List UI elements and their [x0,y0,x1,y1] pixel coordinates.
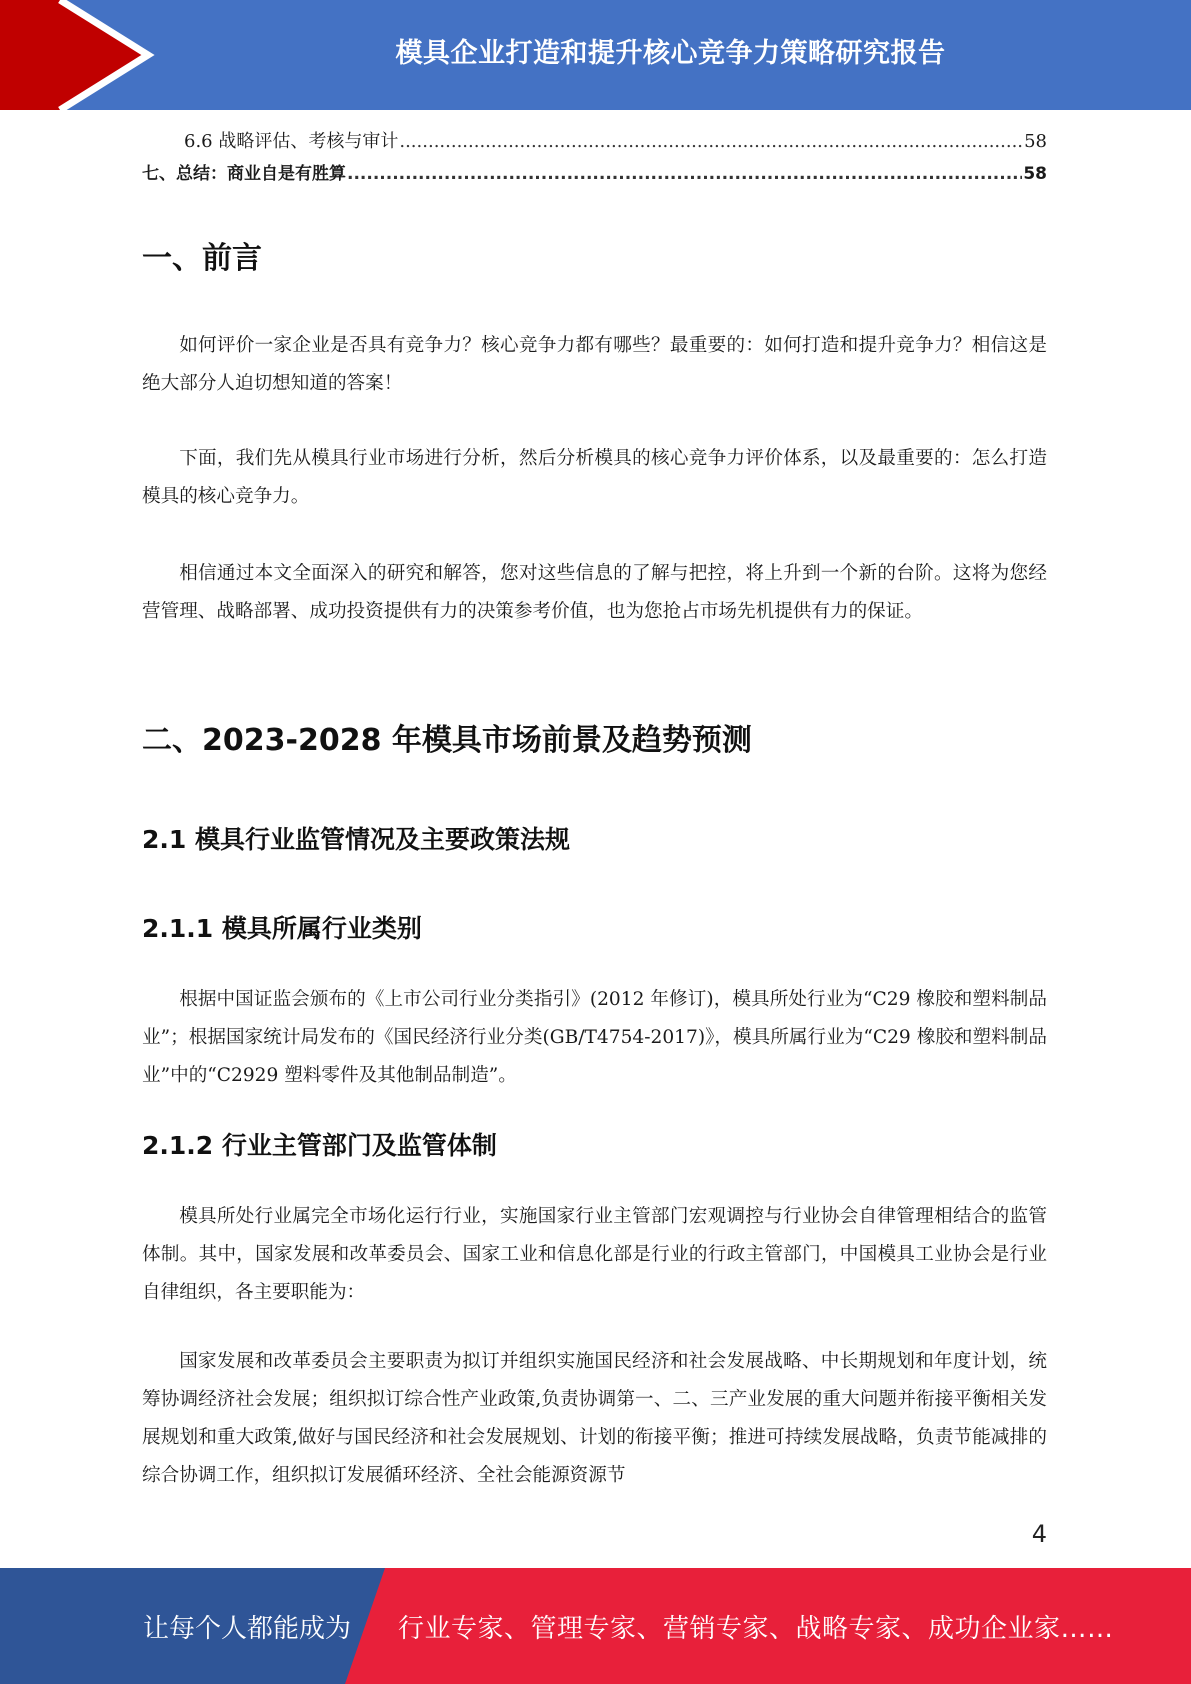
paragraph: 相信通过本文全面深入的研究和解答，您对这些信息的了解与把控，将上升到一个新的台阶。这将为您经营管理、战略部署、成功投资提供有力的决策参考价值，也为您抢占市场先机提供有力的保证。 [142,563,1047,622]
toc-leader-dots [399,130,1023,154]
page-footer [0,1568,1191,1684]
report-title: 模具企业打造和提升核心竞争力策略研究报告 [395,37,946,69]
toc-leader-dots [347,162,1022,186]
paragraph: 根据中国证监会颁布的《上市公司行业分类指引》(2012 年修订)，模具所处行业为“C29 橡胶和塑料制品业”；根据国家统计局发布的《国民经济行业分类(GB/T4754-2017)》，模具所属行业为“C29 橡胶和塑料制品业”中的“C2929 塑料零件及其他制品制造”。 [142,989,1047,1086]
section-heading-preface: 一、前言 [142,241,262,276]
paragraph: 如何评价一家企业是否具有竞争力？核心竞争力都有哪些？最重要的：如何打造和提升竞争力？相信这是绝大部分人迫切想知道的答案！ [142,335,1047,394]
toc-entry-title: 6.6 战略评估、考核与审计 [184,131,399,152]
subsection-heading: 2.1.1 模具所属行业类别 [142,914,422,943]
footer-slogan-left: 让每个人都能成为 [143,1613,352,1644]
toc-entry-page: 58 [1024,131,1047,152]
toc-entry[interactable] [142,130,1047,154]
paragraph: 模具所处行业属完全市场化运行行业，实施国家行业主管部门宏观调控与行业协会自律管理相结合的监管体制。其中，国家发展和改革委员会、国家工业和信息化部是行业的行政主管部门，中国模具工业协会是行业自律组织，各主要职能为： [142,1206,1047,1303]
toc-entry-page: 58 [1023,164,1047,184]
section-heading-market: 二、2023-2028 年模具市场前景及趋势预测 [142,723,752,758]
paragraph: 下面，我们先从模具行业市场进行分析，然后分析模具的核心竞争力评价体系，以及最重要的：怎么打造模具的核心竞争力。 [142,448,1047,507]
page-header [0,0,1191,110]
paragraph: 国家发展和改革委员会主要职责为拟订并组织实施国民经济和社会发展战略、中长期规划和年度计划，统筹协调经济社会发展；组织拟订综合性产业政策,负责协调第一、二、三产业发展的重大问题并衔接平衡相关发展规划和重大政策,做好与国民经济和社会发展规划、计划的衔接平衡；推进可持续发展战略，负责节能减排的综合协调工作，组织拟订发展循环经济、全社会能源资源节 [142,1351,1047,1486]
subsection-heading: 2.1.2 行业主管部门及监管体制 [142,1131,497,1160]
toc-entry-title: 七、总结：商业自是有胜算 [142,164,346,184]
page-number: 4 [1031,1520,1047,1548]
subsection-heading: 2.1 模具行业监管情况及主要政策法规 [142,825,570,854]
footer-slogan-right: 行业专家、管理专家、营销专家、战略专家、成功企业家…… [398,1613,1114,1644]
toc-entry[interactable] [142,162,1047,186]
